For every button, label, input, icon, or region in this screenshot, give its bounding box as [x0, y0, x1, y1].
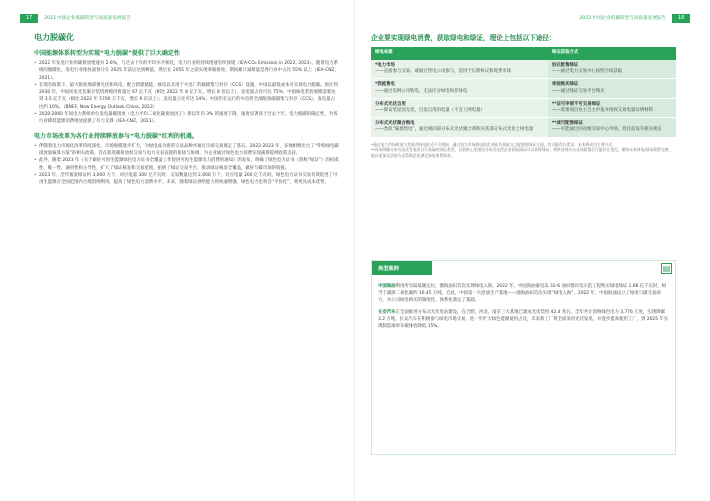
- list-item: • 2023 年，全年核发绿证约 3,000 万个，对应电量 300 亿千瓦时；交易数量达到 2,000 万个，对应电量 200 亿千瓦时。绿色电力证书交易有效促进了可再生能源在全国范围内合理消纳利用，提高了绿色电力消费水平。未来，随着绿证供给能力的快速增强，绿色电力也将会“平价化”，将更具成本优势。: [34, 172, 339, 187]
- right-content: [371, 32, 676, 159]
- table-cell-source: [371, 79, 548, 98]
- header-text-right: 2023 中国企业低碳转型与高质量发展报告: [579, 16, 666, 21]
- case-text: 利用所有陆低碳定位，渤海油田首次实现绿电入海。2022 年，中国海油秦皇岛 32-6 油田群岸电示范工程购买绿电绿证 1.66 亿千瓦时，相当于减排二氧化碳约 16.45 万吨。自此，中国第一大原油生产基地——渤海油田首次实现“绿电入海”，2022 年，中国海油设立了绿电与碳交易助力，为公司绿电购买的制度化、体系化奠定了基础。: [378, 284, 667, 304]
- row-cert-desc: ——通过电力交易中心按照合同获取: [551, 69, 623, 75]
- row-source-title: 分布式光伏自用: [375, 101, 406, 107]
- table-header-source: 绿电来源: [371, 47, 548, 60]
- table-cell-cert: [548, 98, 676, 117]
- row-cert-title: **或可配售绿证: [551, 121, 583, 127]
- table-cell-source: [371, 60, 548, 79]
- right-page: [355, 0, 710, 501]
- table-cell-cert: [548, 60, 676, 79]
- note-1: *通过电力市场购电与其能否购电形式不尽相同，通过电力市场购电的企业能否获取与之配套的绿证方面，均可能存在差异，未来将成为主要方式。: [371, 141, 616, 147]
- table-notes: [371, 142, 676, 159]
- page-number-right: 18: [672, 14, 690, 23]
- list-item: • 在现有政策下，最大限度地部署光伏和风电，配合新建储能、核电以及用于火电厂的碳捕集与封存（CCS）设施，中国以最低成本可实现电力脱碳。预计到 2030 年，中国风电光伏累计装机规模仍将超过 67 亿千瓦（相比 2022 年 8 亿千瓦，增长 8 倍以上），发电量占比可达 75%；中国核电装机规模需要达到 3.5 亿千瓦（相比 2022 年 5700 万千瓦，增长 6 倍以上），发电量占比可达 14%；中国仍在运行的火电将全部配备碳捕集与封存（CCS），发电量占比约 10%。（BNEF, New Energy Outlook China, 2023）: [34, 82, 339, 111]
- case-paragraph: [378, 309, 669, 331]
- table-header-row: [371, 47, 676, 60]
- table-row: [371, 98, 676, 117]
- table-header-cert: 绿证获取方式: [548, 47, 676, 60]
- list-item: • 此外，随着 2023 年《关于做好可再生能源绿色电力证书全覆盖工作促进可再生能源电力消费的通知》的发布，明确了绿色电力证书（简称“绿证”）的权威性、唯一性、通用性和主导性，扩大了绿证核发和交易范围，拓展了绿证交易平台，推动绿证核发全覆盖，做好与碳市场的衔接。: [34, 157, 339, 172]
- case-lead: 长安汽车: [378, 309, 396, 315]
- table-row: [371, 60, 676, 79]
- row-cert-desc: ——需要项目业主自主申报并授权交易电量证明材料: [551, 108, 653, 114]
- bookmark-icon: ▤: [662, 263, 671, 273]
- header-text-left: 2023 中国企业低碳转型与高质量发展报告: [44, 16, 131, 21]
- bullet-list-1: [34, 60, 339, 126]
- list-item: • 伴随着电力市场化改革持续深化，市场规模逐步扩大，为绿电成为新的交易品种并通过市场交易奠定了基石。2022-2023 年，多地相继出台了“外购绿电碳排放量核算方案”的相关政策，旨在促进碳排放权交易与电力交易直接的衔接与协调，为企业通过绿色电力消费实现减排提供政策支持。: [34, 143, 339, 158]
- row-source-title: 分布式光伏聚合购电: [375, 121, 415, 127]
- note-2: **尚未明确分布式光伏发电项目可获取的绿证类型，目前的上述途径分布式光伏企业获取绿证可以获得绿证，将来各省出台具体政策后可能存在变化，期待未来绿电/绿证政策完善，能以更加灵活的方式帮助企业满足绿电消费需求。: [371, 147, 673, 159]
- right-header: [579, 12, 690, 24]
- row-source-desc: ——即安装屋顶光伏、自发自用的电量（不含上网电量）: [375, 108, 485, 114]
- table-cell-source: [371, 118, 548, 137]
- case-paragraph: [378, 283, 669, 305]
- case-text: 正全面推进分布式光伏电站建设，在合肥、河北、南京三大基地已建成光伏装机 42.4 兆瓦，全年共计消纳绿色电力 3,776 万度，实现降碳 3.2 万吨。长安汽车在积极参与绿电市场交易，进一步扩大绿色能源使用占比，未来新工厂将全面采用光伏发电，并逐步提高使用工厂，到 2025 年实现制造端单车碳排放降低 15%。: [378, 309, 669, 330]
- subsection-title-1: 中国能源体系转型为实现“电力脱碳”提供了巨大确定性: [34, 50, 180, 57]
- right-title: 企业要实现绿电消费，获取绿电和绿证，理论上包括以下途径：: [371, 34, 556, 42]
- table-cell-cert: [548, 79, 676, 98]
- row-source-desc: ——类似“隔墙售电”，通过相同部分布式光伏聚合商购买其部分布式光伏上网电量: [375, 127, 534, 133]
- row-source-title: *电力市场: [375, 63, 395, 68]
- subsection-title-2: 电力市场改革为各行业持续释放参与“电力脱碳”红利的机遇。: [34, 132, 198, 140]
- row-cert-title: 协议配售绿证: [551, 63, 579, 68]
- case-study-body: [378, 283, 669, 334]
- table-row: [371, 118, 676, 137]
- left-header: [20, 12, 131, 24]
- left-content: [34, 32, 339, 186]
- case-lead: 中国海油: [378, 284, 396, 289]
- table-cell-cert: [548, 118, 676, 137]
- list-item: • 2022 年发电行业的碳排放增速为 2.6%，与过去十年的平均水平相比，电力行业的持续增速有所放缓（IEA-CO₂ Emission in 2022, 2023）。随着电力系统的脱碳化，发电行业排放量预计在 2025 年前后达到峰值，然后在 2055 年之前实现零碳排放。期间累计减排量是各行业中占比 55% 以上（IEA-CNZ，2021）。: [34, 60, 339, 82]
- row-source-desc: ——直接参与交易、或通过售电公司参与，适用于长期协议和现货市场: [375, 69, 512, 75]
- row-source-desc: ——通过电网公司购电、无法区分绿电和非绿电: [375, 88, 468, 94]
- row-cert-desc: ——可能通过同省级交易中心申领，但目前没有相关规定: [551, 127, 662, 133]
- row-cert-title: 单独购买绿证: [551, 82, 579, 88]
- case-study-box: [371, 260, 676, 455]
- row-cert-title: **证可申领不可交易绿证: [551, 101, 601, 107]
- case-study-label: 典型案例: [372, 261, 432, 275]
- table-row: [371, 79, 676, 98]
- bullet-list-2: [34, 143, 339, 187]
- list-item: • 2020-2060 年间电力系统单位发电量碳排放（电力平均二氧化碳排放因子）将以年均 3% 的速度下降，速度显著高于过去十年。电力脱碳的确定性，为各行业降低能源消费排放提供了有力支撑（IEA-CNZ，2021）。: [34, 111, 339, 126]
- green-power-table: [371, 47, 676, 138]
- page-number-left: 17: [20, 14, 38, 23]
- row-cert-desc: ——通过绿证交易平台购买: [551, 88, 605, 94]
- row-source-title: *我能售电: [375, 82, 395, 88]
- table-cell-source: [371, 98, 548, 117]
- section-title: 电力脱碳化: [34, 33, 74, 42]
